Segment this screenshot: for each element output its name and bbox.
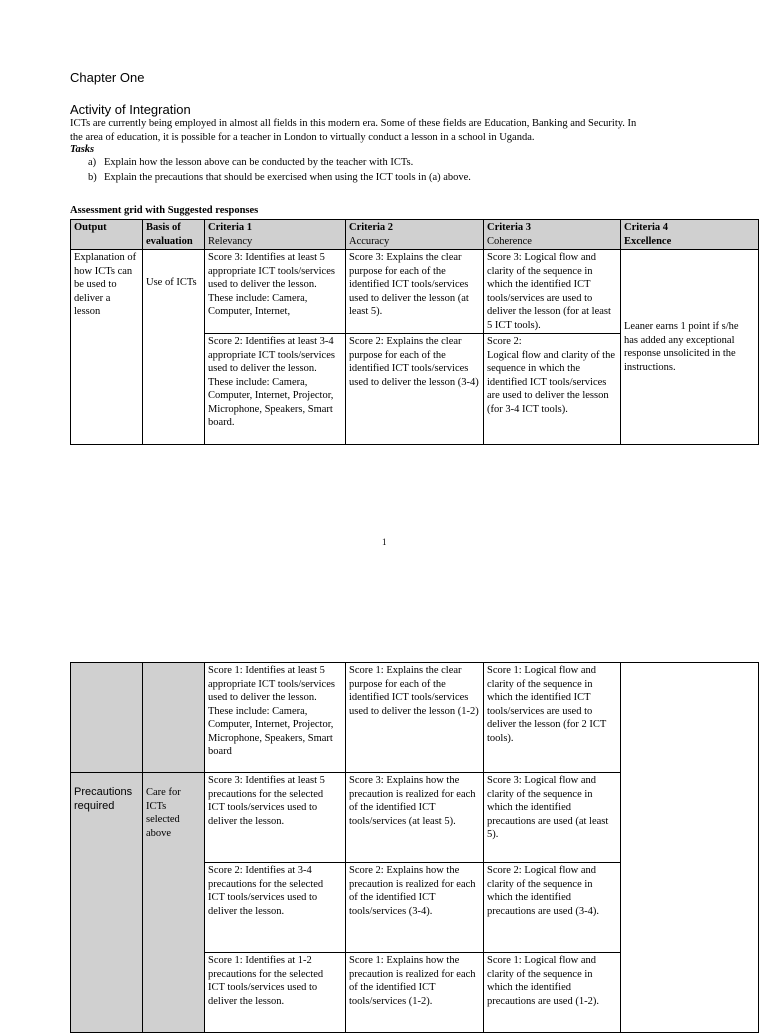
row1-score2-criteria2: Score 2: Explains the clear purpose for each of the identified ICT tools/services used to deliver the lesson (3-4)	[346, 334, 484, 445]
assessment-grid-part-1	[70, 219, 759, 445]
page-number: 1	[382, 537, 387, 547]
row2-score3-criteria2: Score 3: Explains how the precaution is realized for each of the identified ICT tools/services (at least 5).	[346, 773, 484, 863]
task-text: Explain the precautions that should be exercised when using the ICT tools in (a) above.	[104, 172, 471, 183]
header-criteria-3	[484, 220, 621, 250]
row1-score3-criteria2: Score 3: Explains the clear purpose for each of the identified ICT tools/services used to deliver the lesson (at least 5).	[346, 250, 484, 334]
header-basis	[143, 220, 205, 250]
header-criteria-2-sub: Accuracy	[349, 235, 390, 247]
row1-score1-criteria3: Score 1: Logical flow and clarity of the sequence in which the identified ICT tools/services are used to deliver the lesson (for 2 ICT tools).	[484, 663, 621, 773]
row2-output-cell: Precautions required	[71, 773, 143, 1033]
tasks-label: Tasks	[70, 144, 95, 155]
intro-line-2: the area of education, it is possible for a teacher in London to virtually conduct a lesson in a school in Uganda.	[70, 131, 535, 143]
row1-score2-criteria1: Score 2: Identifies at least 3-4 appropriate ICT tools/services used to deliver the lesson. These include: Camera, Computer, Internet, Projector, Microphone, Speakers, Smart board.	[205, 334, 346, 445]
table-row	[71, 250, 759, 334]
header-criteria-2-title: Criteria 2	[349, 222, 394, 233]
header-criteria-2	[346, 220, 484, 250]
row2-score3-criteria1: Score 3: Identifies at least 5 precautions for the selected ICT tools/services used to deliver the lesson.	[205, 773, 346, 863]
header-basis-line-1: Basis of	[146, 222, 181, 233]
row2-score1-criteria1: Score 1: Identifies at 1-2 precautions for the selected ICT tools/services used to deliver the lesson.	[205, 953, 346, 1033]
intro-paragraph	[70, 117, 710, 144]
row2-criteria4-cell	[621, 663, 759, 1033]
row1-cont-output-cell	[71, 663, 143, 773]
row2-score2-criteria2: Score 2: Explains how the precaution is realized for each of the identified ICT tools/services (3-4).	[346, 863, 484, 953]
row2-score2-criteria1: Score 2: Identifies at 3-4 precautions for the selected ICT tools/services used to deliver the lesson.	[205, 863, 346, 953]
activity-title: Activity of Integration	[70, 102, 191, 117]
header-basis-line-2: evaluation	[146, 235, 193, 247]
assessment-grid-part-2	[70, 662, 759, 1033]
row1-criteria4-cell: Leaner earns 1 point if s/he has added any exceptional response unsolicited in the instructions.	[621, 250, 759, 445]
row1-score2-criteria3	[484, 334, 621, 445]
task-item	[88, 172, 471, 183]
header-criteria-4-sub: Excellence	[624, 235, 672, 247]
header-criteria-1	[205, 220, 346, 250]
row1-basis-cell: Use of ICTs	[143, 250, 205, 445]
task-label: a)	[88, 157, 97, 168]
header-criteria-1-title: Criteria 1	[208, 222, 253, 233]
row1-score3-criteria3: Score 3: Logical flow and clarity of the sequence in which the identified ICT tools/services are used to deliver the lesson (for at least 5 ICT tools).	[484, 250, 621, 334]
header-criteria-3-sub: Coherence	[487, 235, 532, 247]
grid-title: Assessment grid with Suggested responses	[70, 205, 259, 216]
header-criteria-1-sub: Relevancy	[208, 235, 253, 247]
row2-score2-criteria3: Score 2: Logical flow and clarity of the sequence in which the identified precautions are used (3-4).	[484, 863, 621, 953]
row1-score2-criteria3-label: Score 2:	[487, 336, 522, 347]
task-text: Explain how the lesson above can be conducted by the teacher with ICTs.	[104, 157, 414, 168]
header-criteria-3-title: Criteria 3	[487, 222, 532, 233]
row1-score1-criteria1: Score 1: Identifies at least 5 appropriate ICT tools/services used to deliver the lesson. These include: Camera, Computer, Internet, Projector, Microphone, Speakers, Smart board	[205, 663, 346, 773]
grid-header-row	[71, 220, 759, 250]
row2-score3-criteria3: Score 3: Logical flow and clarity of the sequence in which the identified precautions are used (at least 5).	[484, 773, 621, 863]
task-label: b)	[88, 172, 97, 183]
header-criteria-4-title: Criteria 4	[624, 222, 669, 233]
header-output: Output	[71, 220, 143, 250]
row1-score2-criteria3-text: Logical flow and clarity of the sequence in which the identified ICT tools/services are used to deliver the lesson (for 3-4 ICT tools).	[487, 349, 615, 415]
row2-basis-cell: Care for ICTs selected above	[143, 773, 205, 1033]
row1-score1-criteria2: Score 1: Explains the clear purpose for each of the identified ICT tools/services used to deliver the lesson (1-2)	[346, 663, 484, 773]
chapter-title: Chapter One	[70, 70, 145, 85]
row2-score1-criteria2: Score 1: Explains how the precaution is realized for each of the identified ICT tools/services (1-2).	[346, 953, 484, 1033]
task-item	[88, 157, 413, 168]
row1-score3-criteria1: Score 3: Identifies at least 5 appropriate ICT tools/services used to deliver the lesson. These include: Camera, Computer, Internet,	[205, 250, 346, 334]
table-row	[71, 663, 759, 773]
row1-cont-basis-cell	[143, 663, 205, 773]
row1-output-cell: Explanation of how ICTs can be used to deliver a lesson	[71, 250, 143, 445]
header-criteria-4	[621, 220, 759, 250]
row2-score1-criteria3: Score 1: Logical flow and clarity of the sequence in which the identified precautions are used (1-2).	[484, 953, 621, 1033]
intro-line-1: ICTs are currently being employed in almost all fields in this modern era. Some of these fields are Education, Banking and Security. In	[70, 118, 637, 129]
